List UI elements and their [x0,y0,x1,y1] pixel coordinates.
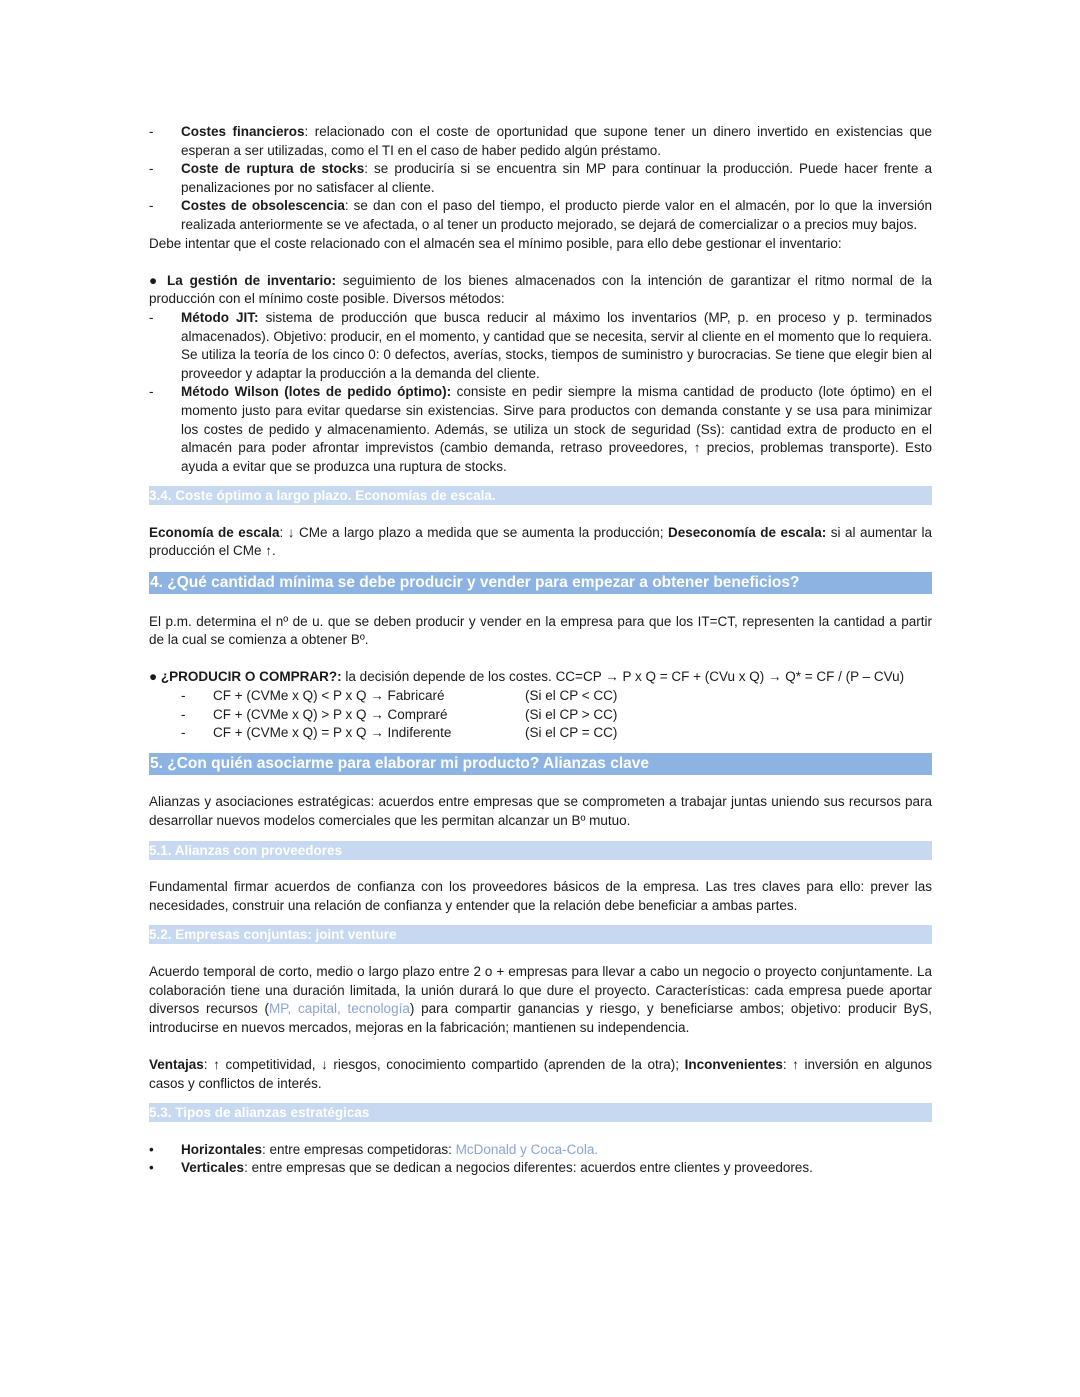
list-item: - CF + (CVMe x Q) < P x Q → Fabricaré (Si el CP < CC) [181,688,618,704]
list-item: - CF + (CVMe x Q) > P x Q → Compraré (Si el CP > CC) [181,706,618,722]
section-heading: 3.4. Coste óptimo a largo plazo. Economías de escala. [149,486,932,505]
term: Costes de obsolescencia [181,198,345,214]
paragraph: El p.m. determina el nº de u. que se deben producir y vender en la empresa para que los IT=CT, representen la cantidad a partir de la cual se comienza a obtener Bº. [149,613,932,648]
list-item: • Verticales: entre empresas que se dedican a negocios diferentes: acuerdos entre clientes y proveedores. [149,1159,932,1178]
paragraph: Ventajas: ↑ competitividad, ↓ riesgos, conocimiento compartido (aprenden de la otra); Inconvenientes: ↑ inversión en algunos casos y conflictos de interés. [149,1056,932,1091]
dash-marker: - [149,161,154,177]
term: Costes financieros [181,124,305,139]
list-item: - Método Wilson (lotes de pedido óptimo): consiste en pedir siempre la misma cantidad de producto (lote óptimo) en el momento justo para evitar quedarse sin existencias. Sirve para productos con demanda constante y se usa para minimizar los costes de pedido y almacenamiento. Además, se utiliza un stock de seguridad (Ss): cantidad extra de producto en el almacén para poder afrontar imprevistos (cambio demanda, retraso proveedores, ↑ precios, problemas transporte). Esto ayuda a evitar que se produzca una ruptura de stocks. [149,383,932,476]
dash-marker: - [149,198,154,214]
dash-marker: - [149,384,154,400]
section-heading: 5.1. Alianzas con proveedores [149,841,932,860]
list-item: - Costes de obsolescencia: se dan con el paso del tiempo, el producto pierde valor en el almacén, por lo que la inversión realizada anteriormente se ve afectada, o al tener un producto mejorado, se dejará de comercializar o a precios muy bajos. [149,197,932,234]
list-item: - Método JIT: sistema de producción que busca reducir al máximo los inventarios (MP, p. en proceso y p. terminados almacenados). Objetivo: producir, en el momento, y cantidad que se necesita, servir al cliente en el momento que lo requiera. Se utiliza la teoría de los cinco 0: 0 defectos, averías, stocks, tiempos de suministro y burocracias. Se tiene que elegir bien al proveedor y adaptar la producción a la demanda del cliente. [149,309,932,383]
list-item: - Costes financieros: relacionado con el coste de oportunidad que supone tener un dinero invertido en existencias que esperan a ser utilizadas, como el TI en el caso de haber pedido algún préstamo. [149,123,932,160]
section-heading: 5.3. Tipos de alianzas estratégicas [149,1103,932,1122]
dash-marker: - [149,309,154,325]
section-heading: 5. ¿Con quién asociarme para elaborar mi producto? Alianzas clave [149,753,932,775]
paragraph: Economía de escala: ↓ CMe a largo plazo a medida que se aumenta la producción; Deseconomía de escala: si al aumentar la producción el CMe ↑. [149,524,932,559]
section-heading: 4. ¿Qué cantidad mínima se debe producir y vender para empezar a obtener beneficios? [149,572,932,594]
list-item: - CF + (CVMe x Q) = P x Q → Indiferente (Si el CP = CC) [181,725,618,741]
term: Coste de ruptura de stocks [181,161,365,177]
bullet-icon: • [149,1160,154,1176]
paragraph: Acuerdo temporal de corto, medio o largo plazo entre 2 o + empresas para llevar a cabo un negocio o proyecto conjuntamente. La colaboración tiene una duración limitada, la unión durará lo que dure el proyecto. Características: cada empresa puede aportar diversos recursos (MP, capital, tecnología) para compartir ganancias y riesgo, y beneficiarse ambos; objetivo: producir ByS, introducirse en nuevos mercados, mejoras en la fabricación; mantienen su independencia. [149,963,932,1035]
paragraph: Debe intentar que el coste relacionado con el almacén sea el mínimo posible, para ello debe gestionar el inventario: [149,235,842,251]
section-heading: 5.2. Empresas conjuntas: joint venture [149,925,932,944]
document-page [149,123,932,1178]
bullet-icon: ● [149,272,161,288]
dash-marker: - [149,124,154,139]
paragraph: Alianzas y asociaciones estratégicas: acuerdos entre empresas que se comprometen a trabajar juntas uniendo sus recursos para desarrollar nuevos modelos comerciales que les permitan alcanzar un Bº mutuo. [149,794,932,828]
bullet-icon: ● [149,669,158,685]
list-item: - Coste de ruptura de stocks: se produciría si se encuentra sin MP para continuar la producción. Puede hacer frente a penalizaciones por no satisfacer al cliente. [149,160,932,197]
paragraph: ● La gestión de inventario: seguimiento de los bienes almacenados con la intención de garantizar el ritmo normal de la producción con el mínimo coste posible. Diversos métodos: [149,272,932,307]
paragraph: ● ¿PRODUCIR O COMPRAR?: la decisión depende de los costes. CC=CP → P x Q = CF + (CVu x Q) → Q* = CF / (P – CVu) [149,669,905,685]
list-item: • Horizontales: entre empresas competidoras: McDonald y Coca-Cola. [149,1141,932,1160]
bullet-icon: • [149,1141,154,1157]
paragraph: Fundamental firmar acuerdos de confianza con los proveedores básicos de la empresa. Las tres claves para ello: prever las necesidades, construir una relación de confianza y entender que la relación debe beneficiar a ambas partes. [149,879,932,913]
